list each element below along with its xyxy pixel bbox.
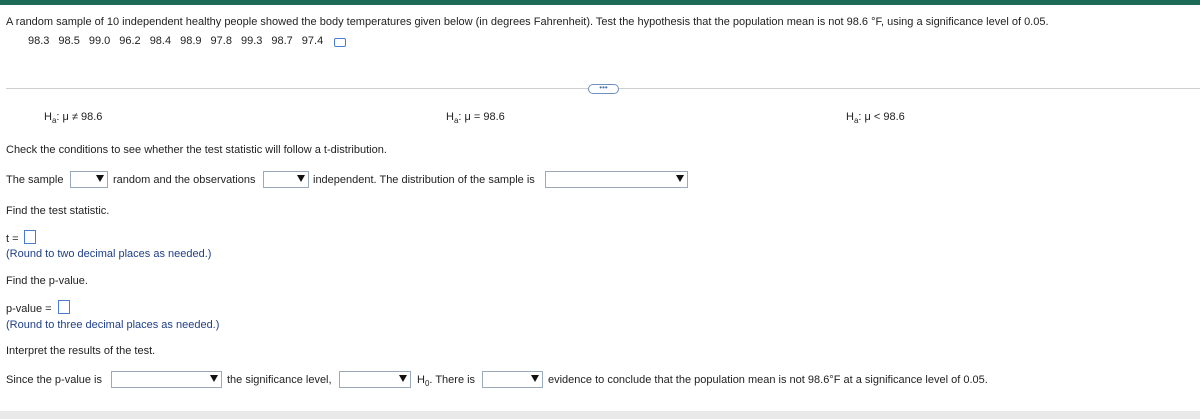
- hypothesis-option-3[interactable]: [846, 111, 905, 123]
- copy-data-icon[interactable]: [334, 38, 346, 47]
- top-accent-bar: [0, 0, 1200, 5]
- chevron-down-icon: [95, 172, 107, 187]
- chevron-down-icon: [675, 172, 687, 187]
- value-item: 97.4: [301, 35, 324, 47]
- conditions-prompt: Check the conditions to see whether the test statistic will follow a t-distribution.: [6, 144, 387, 156]
- hypothesis-symbol: H: [44, 111, 52, 123]
- interpret-text-2: the significance level,: [227, 374, 332, 386]
- hypothesis-option-1[interactable]: [44, 111, 102, 123]
- hypothesis-text: : μ < 98.6: [858, 111, 905, 123]
- conditions-text-3: independent. The distribution of the sample is: [313, 174, 535, 186]
- question-intro: A random sample of 10 independent healthy people showed the body temperatures given below (in degrees Fahrenheit). Test the hypothesis that the population mean is not 98.6 °F, using a significance level of 0.05.: [6, 16, 1049, 28]
- value-item: 99.3: [240, 35, 263, 47]
- interpret-prompt: Interpret the results of the test.: [6, 345, 156, 357]
- value-item: 98.7: [271, 35, 293, 47]
- p-round-hint: (Round to three decimal places as needed.): [6, 319, 220, 331]
- hypothesis-option-2[interactable]: [446, 111, 505, 123]
- p-value-label: p-value =: [6, 303, 52, 315]
- hypothesis-subscript: a: [453, 116, 459, 125]
- sample-random-select[interactable]: [70, 171, 108, 188]
- value-item: 96.2: [119, 35, 141, 47]
- value-item: 98.5: [58, 35, 80, 47]
- interpret-text-4: evidence to conclude that the population mean is not 98.6°F at a significance level of 0.05.: [548, 374, 988, 386]
- expand-more-button[interactable]: •••: [588, 84, 619, 94]
- hypothesis-symbol: H: [846, 111, 854, 123]
- p-value-input[interactable]: [58, 300, 70, 314]
- value-item: 97.8: [210, 35, 232, 47]
- hypothesis-symbol: H: [446, 111, 454, 123]
- conditions-text-1: The sample: [6, 174, 64, 186]
- p-value-prompt: Find the p-value.: [6, 275, 88, 287]
- hypothesis-text: : μ = 98.6: [458, 111, 505, 123]
- pvalue-comparison-select[interactable]: [111, 371, 222, 388]
- value-item: 98.4: [149, 35, 172, 47]
- t-value-input[interactable]: [24, 230, 36, 244]
- t-label: t =: [6, 233, 19, 245]
- hypothesis-text: : μ ≠ 98.6: [56, 111, 103, 123]
- interpret-text-3: . There is: [429, 374, 476, 386]
- chevron-down-icon: [398, 372, 410, 387]
- distribution-select[interactable]: [545, 171, 688, 188]
- hypothesis-subscript: a: [853, 116, 859, 125]
- t-round-hint: (Round to two decimal places as needed.): [6, 248, 212, 260]
- interpret-text-1: Since the p-value is: [6, 374, 102, 386]
- interpret-h0: [417, 374, 475, 386]
- data-values: [28, 35, 346, 47]
- observations-independent-select[interactable]: [263, 171, 309, 188]
- h0-subscript: 0: [424, 379, 430, 388]
- conditions-text-2: random and the observations: [113, 174, 256, 186]
- value-item: 98.3: [28, 35, 50, 47]
- value-item: 98.9: [180, 35, 202, 47]
- hypothesis-subscript: a: [51, 116, 57, 125]
- chevron-down-icon: [209, 372, 221, 387]
- evidence-select[interactable]: [482, 371, 543, 388]
- h0-symbol: H: [417, 374, 425, 386]
- test-statistic-prompt: Find the test statistic.: [6, 205, 110, 217]
- chevron-down-icon: [296, 172, 308, 187]
- reject-decision-select[interactable]: [339, 371, 411, 388]
- value-item: 99.0: [88, 35, 111, 47]
- chevron-down-icon: [530, 372, 542, 387]
- footer-bar: [0, 411, 1200, 419]
